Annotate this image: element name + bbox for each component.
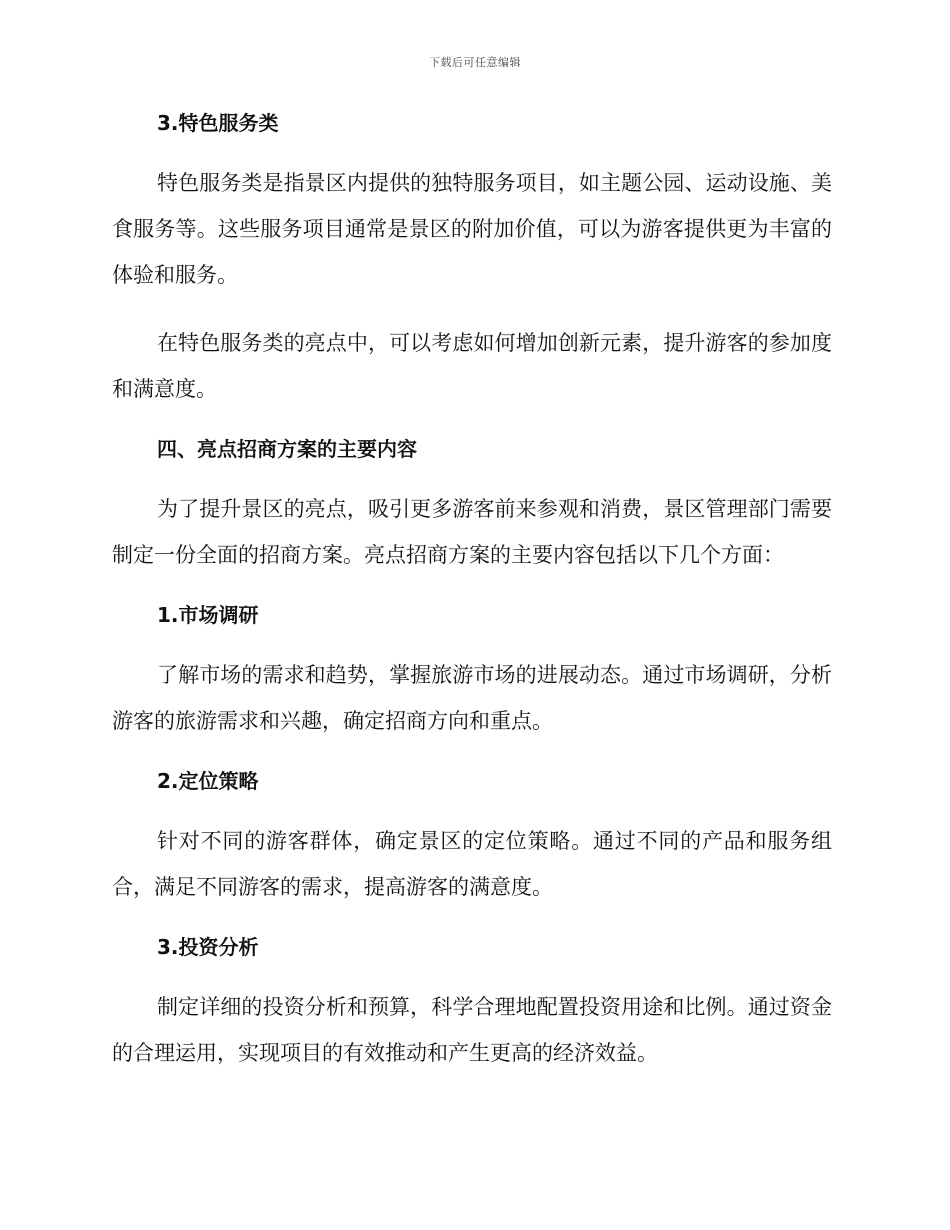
paragraph: 特色服务类是指景区内提供的独特服务项目，如主题公园、运动设施、美食服务等。这些服务项目通常是景区的附加价值，可以为游客提供更为丰富的体验和服务。 bbox=[112, 171, 832, 287]
section-heading: 1.市场调研 bbox=[157, 603, 259, 627]
page-header-note: 下载后可任意编辑 bbox=[429, 56, 521, 69]
paragraph: 制定详细的投资分析和预算，科学合理地配置投资用途和比例。通过资金的合理运用，实现项目的有效推动和产生更高的经济效益。 bbox=[112, 995, 832, 1065]
section-heading: 四、亮点招商方案的主要内容 bbox=[157, 437, 417, 461]
paragraph: 了解市场的需求和趋势，掌握旅游市场的进展动态。通过市场调研，分析游客的旅游需求和兴趣，确定招商方向和重点。 bbox=[112, 663, 832, 733]
paragraph: 为了提升景区的亮点，吸引更多游客前来参观和消费，景区管理部门需要制定一份全面的招商方案。亮点招商方案的主要内容包括以下几个方面： bbox=[112, 497, 832, 567]
document-body bbox=[112, 108, 832, 1098]
section-heading: 2.定位策略 bbox=[157, 769, 259, 793]
section-heading: 3.特色服务类 bbox=[157, 111, 279, 135]
paragraph: 针对不同的游客群体，确定景区的定位策略。通过不同的产品和服务组合，满足不同游客的需求，提高游客的满意度。 bbox=[112, 829, 832, 899]
paragraph: 在特色服务类的亮点中，可以考虑如何增加创新元素，提升游客的参加度和满意度。 bbox=[112, 331, 832, 401]
section-heading: 3.投资分析 bbox=[157, 935, 259, 959]
